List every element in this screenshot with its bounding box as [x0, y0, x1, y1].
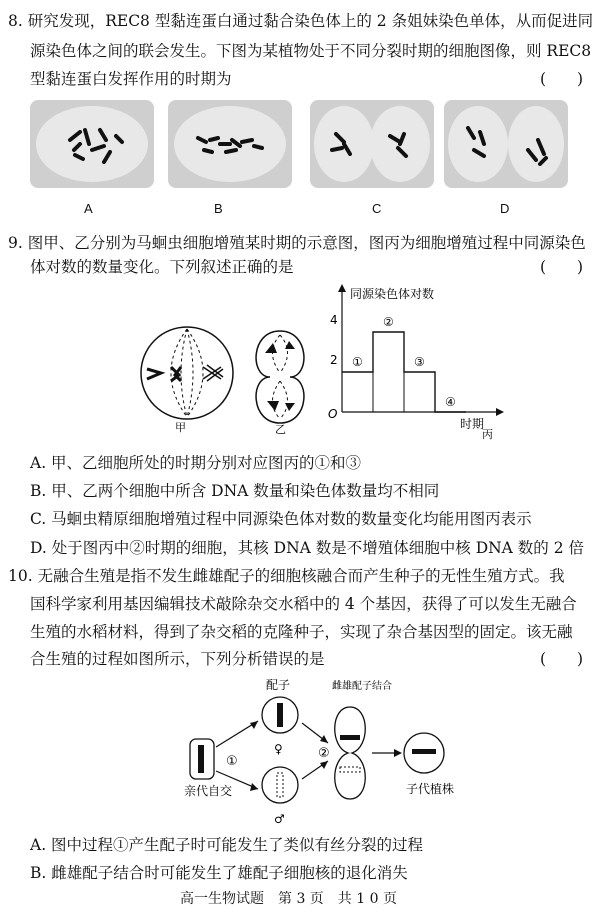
q10-stem-line-2: 国科学家利用基因编辑技术敲除杂交水稻中的 4 个基因，获得了可以发生无融合	[30, 595, 577, 613]
q8-photo-label-c: C	[372, 201, 382, 216]
page-footer: 高一生物试题 第 3 页 共 1 0 页	[180, 891, 397, 907]
q9-option-a: A. 甲、乙细胞所处的时期分别对应图丙的①和③	[30, 454, 362, 472]
q10-stem-line-4: 合生殖的过程如图所示，下列分析错误的是	[30, 650, 325, 668]
q8-photo-label-d: D	[500, 201, 510, 216]
zygote-cell	[335, 707, 366, 799]
q9-answer-paren: ( )	[540, 258, 584, 276]
q9-figure-yi-label: 乙	[275, 423, 286, 436]
q9-option-d: D. 处于图丙中②时期的细胞，其核 DNA 数是不增殖体细胞中核 DNA 数的 2 倍	[30, 539, 585, 557]
stage-label-1: ①	[352, 355, 363, 369]
stage-label-3: ③	[414, 355, 425, 369]
male-gamete-cell	[262, 767, 298, 803]
x-axis-arrow	[496, 408, 504, 416]
q9-chart-bing	[320, 282, 510, 442]
q8-photo-d	[444, 100, 568, 188]
female-symbol: ♀	[274, 742, 283, 756]
y-axis-label: 同源染色体对数	[350, 287, 435, 301]
q9-figure-bing-label: 丙	[482, 428, 493, 441]
q8-photo-a	[30, 100, 154, 188]
q9-option-b: B. 甲、乙两个细胞中所含 DNA 数量和染色体数量均不相同	[30, 482, 440, 500]
q8-stem-line-1: 8. 研究发现，REC8 型黏连蛋白通过黏合染色体上的 2 条姐妹染色单体，从而促进同	[8, 12, 594, 30]
q10-stem-line-1: 10. 无融合生殖是指不发生雌雄配子的细胞核融合而产生种子的无性生殖方式。我	[8, 567, 565, 585]
step-2-label: ②	[318, 746, 330, 761]
q10-stem-line-3: 生殖的水稻材料，得到了杂交稻的克隆种子，实现了杂合基因型的固定。该无融	[30, 623, 573, 641]
q9-option-c: C. 马蛔虫精原细胞增殖过程中同源染色体对数的数量变化均能用图丙表示	[30, 510, 532, 528]
male-symbol: ♂	[274, 812, 285, 826]
q9-stem-line-2: 体对数的数量变化。下列叙述正确的是	[30, 258, 294, 276]
y-tick-4: 4	[330, 313, 338, 327]
q8-photo-label-b: B	[214, 201, 223, 216]
parent-label: 亲代自交	[184, 784, 233, 798]
q9-figure-jia-label: 甲	[175, 421, 186, 434]
q9-stem-line-1: 9. 图甲、乙分别为马蛔虫细胞增殖某时期的示意图，图丙为细胞增殖过程中同源染色	[8, 234, 586, 252]
q8-stem-line-2: 源染色体之间的联会发生。下图为某植物处于不同分裂时期的细胞图像，则 REC8	[30, 42, 592, 60]
x-axis-label: 时期	[460, 417, 485, 431]
gamete-label: 配子	[266, 678, 291, 692]
q8-photo-c	[310, 100, 434, 188]
stage-label-4: ④	[445, 395, 456, 409]
origin-label: O	[328, 407, 338, 421]
q9-figure-jia	[135, 325, 240, 434]
q8-answer-paren: ( )	[540, 70, 584, 88]
q10-answer-paren: ( )	[540, 650, 584, 668]
step-1-label: ①	[226, 754, 238, 769]
q10-apomixis-diagram	[180, 675, 470, 830]
fusion-label: 雌雄配子结合	[332, 681, 392, 692]
stage-label-2: ②	[383, 315, 394, 329]
q10-option-a: A. 图中过程①产生配子时可能发生了类似有丝分裂的过程	[30, 836, 424, 854]
offspring-label: 子代植株	[406, 782, 455, 796]
q8-photo-label-a: A	[84, 201, 93, 216]
y-axis-arrow	[338, 284, 346, 292]
q8-stem-line-3: 型黏连蛋白发挥作用的时期为	[30, 70, 232, 88]
q8-photo-b	[168, 100, 292, 188]
q9-figure-yi	[245, 327, 315, 436]
q10-option-b: B. 雌雄配子结合时可能发生了雄配子细胞核的退化消失	[30, 864, 408, 882]
y-tick-2: 2	[330, 353, 338, 367]
